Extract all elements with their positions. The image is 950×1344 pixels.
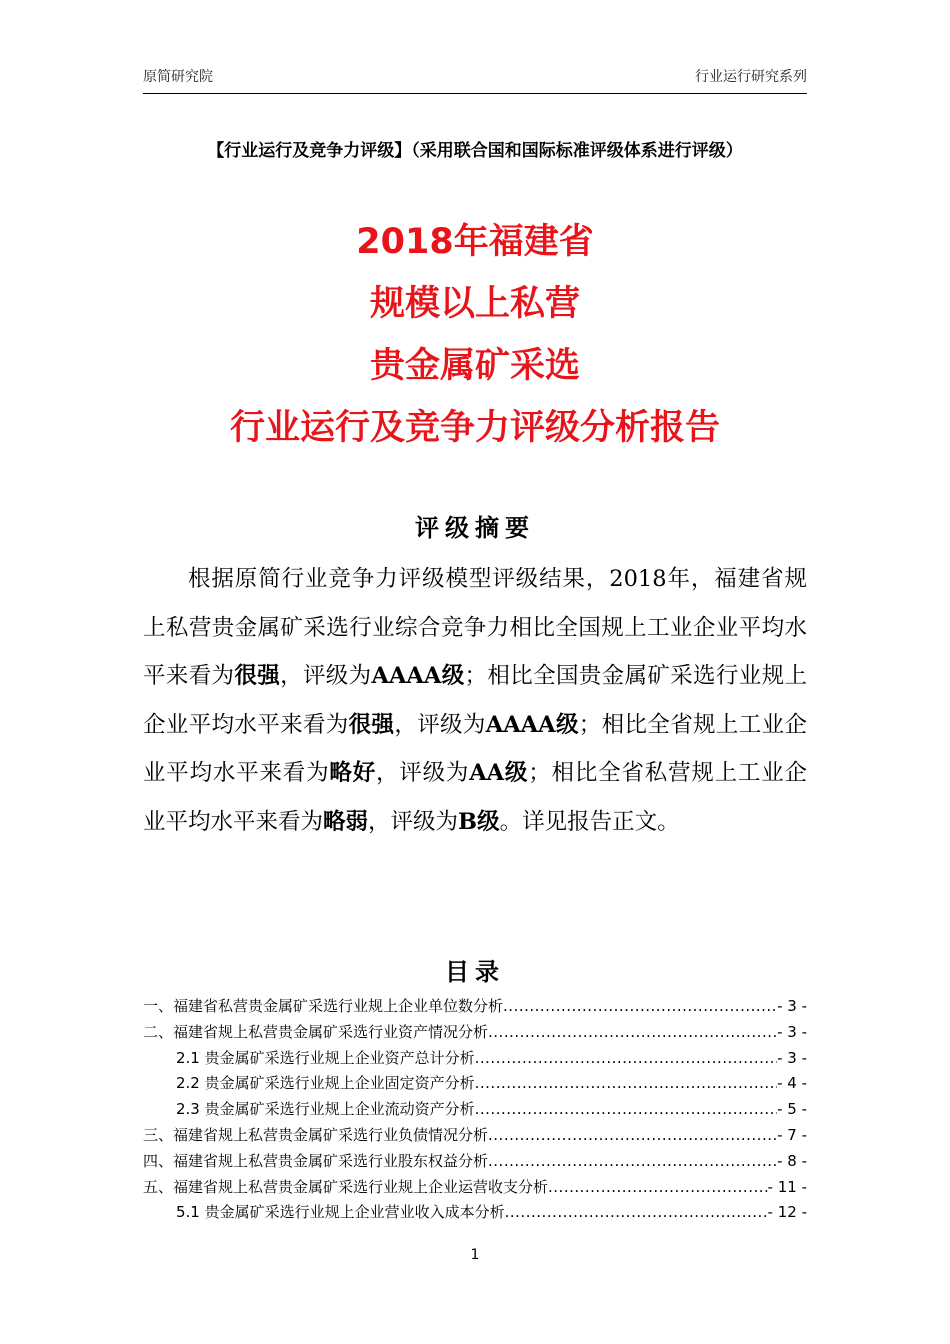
toc-entry[interactable]	[143, 994, 807, 1020]
toc-entry-page: - 8 -	[777, 1151, 807, 1170]
abstract-emphasis: 略弱	[323, 808, 369, 835]
toc-leader	[475, 1097, 777, 1123]
toc-entry-page: - 3 -	[777, 1048, 807, 1067]
abstract-emphasis: AAAA级	[485, 711, 579, 738]
report-title-line-4: 行业运行及竞争力评级分析报告	[229, 408, 720, 448]
toc-leader	[475, 1071, 777, 1097]
toc-entry-label: 5.1 贵金属矿采选行业规上企业营业收入成本分析	[176, 1203, 505, 1222]
toc-subentry[interactable]	[143, 1046, 807, 1072]
toc-entry-page: - 5 -	[777, 1100, 807, 1119]
toc-leader	[505, 1200, 768, 1226]
abstract-emphasis: AAAA级	[371, 663, 465, 689]
toc-entry-label: 三、福建省规上私营贵金属矿采选行业负债情况分析	[143, 1125, 489, 1144]
report-title-line-3: 贵金属矿采选	[369, 346, 580, 386]
abstract-emphasis: 很强	[348, 711, 395, 738]
abstract-heading: 评级摘要	[415, 514, 535, 542]
toc-entry-label: 四、福建省规上私营贵金属矿采选行业股东权益分析	[143, 1151, 489, 1170]
toc-entry-page: - 7 -	[777, 1125, 807, 1144]
toc-subentry[interactable]	[143, 1200, 807, 1226]
toc-leader	[503, 994, 777, 1020]
abstract-text: ，评级为	[280, 663, 372, 689]
toc-leader	[488, 1020, 777, 1046]
toc-entry-label: 五、福建省规上私营贵金属矿采选行业规上企业运营收支分析	[143, 1177, 549, 1196]
abstract-text: 根据原简行业竞争力评级模型评级结果，2018年，福建省规上私营贵金属矿采选行业综合竞争力相比全国规上工业企业平均水平来看为	[143, 566, 807, 689]
toc-entry-page: - 11 -	[767, 1177, 807, 1196]
header-divider	[143, 93, 807, 94]
abstract-text: ，评级为	[376, 760, 470, 786]
abstract-text: ；相比全省规上工业企业平均水平来看为	[143, 711, 807, 786]
toc-entry-page: - 4 -	[777, 1074, 807, 1093]
abstract-text: ，评级为	[394, 711, 486, 738]
toc-entry-label: 2.1 贵金属矿采选行业规上企业资产总计分析	[176, 1048, 475, 1067]
toc-subentry[interactable]	[143, 1071, 807, 1097]
toc-subentry[interactable]	[143, 1097, 807, 1123]
toc-leader	[488, 1123, 777, 1149]
toc-entry-label: 二、福建省规上私营贵金属矿采选行业资产情况分析	[143, 1022, 489, 1041]
abstract-emphasis: 很强	[234, 663, 281, 689]
toc-entry[interactable]	[143, 1149, 807, 1175]
toc-leader	[488, 1149, 777, 1175]
toc-entry-label: 一、福建省私营贵金属矿采选行业规上企业单位数分析	[143, 997, 504, 1015]
report-title-line-2: 规模以上私营	[369, 284, 580, 324]
header-right-text: 行业运行研究系列	[695, 69, 807, 85]
toc-entry[interactable]	[143, 1175, 807, 1201]
header-left-text: 原简研究院	[143, 69, 213, 85]
abstract-emphasis: AA级	[469, 760, 529, 786]
abstract-emphasis: B级	[458, 808, 500, 835]
report-title-line-1: 2018年福建省	[356, 222, 594, 262]
table-of-contents	[143, 994, 807, 1226]
abstract-emphasis: 略好	[329, 760, 376, 786]
abstract-text: ；相比全省私营规上工业企业平均水平来看为	[143, 760, 807, 835]
toc-entry-page: - 3 -	[777, 1022, 807, 1041]
toc-heading: 目录	[445, 958, 505, 986]
toc-leader	[475, 1046, 777, 1072]
abstract-text: ，评级为	[368, 808, 459, 835]
abstract-text: ；相比全国贵金属矿采选行业规上企业平均水平来看为	[143, 663, 807, 738]
abstract-text: 。详见报告正文。	[499, 808, 680, 835]
toc-entry[interactable]	[143, 1123, 807, 1149]
page-number: 1	[470, 1247, 480, 1263]
toc-leader	[548, 1175, 768, 1201]
toc-entry-page: - 3 -	[777, 997, 807, 1015]
report-subtitle: 【行业运行及竞争力评级】（采用联合国和国际标准评级体系进行评级）	[207, 141, 743, 161]
toc-entry-label: 2.2 贵金属矿采选行业规上企业固定资产分析	[176, 1074, 475, 1093]
toc-entry-page: - 12 -	[767, 1203, 807, 1222]
toc-entry[interactable]	[143, 1020, 807, 1046]
toc-entry-label: 2.3 贵金属矿采选行业规上企业流动资产分析	[176, 1100, 475, 1119]
abstract-paragraph	[143, 555, 807, 846]
